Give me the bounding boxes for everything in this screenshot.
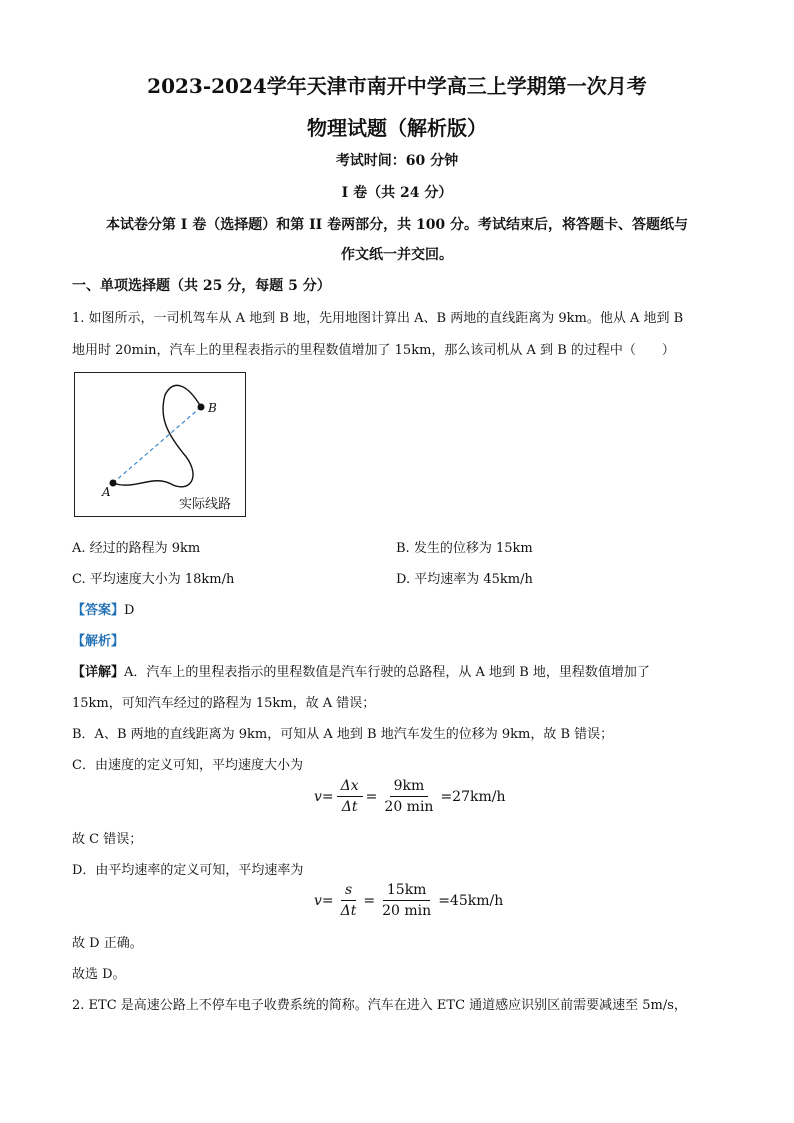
exam-time: 考试时间：60 分钟 (335, 153, 459, 169)
q1-detail-a-line2: 15km，可知汽车经过的路程为 15km，故 A 错误； (72, 696, 376, 711)
formula-d-frac1 (337, 882, 361, 919)
formula-c-frac2 (380, 778, 437, 815)
straight-line-displacement (113, 407, 201, 483)
q1-conclusion-d: 故 D 正确。 (72, 936, 143, 951)
point-a-label: A (102, 485, 111, 499)
volume-label: I 卷（共 24 分） (341, 185, 453, 201)
formula-d-lhs: v (314, 892, 322, 909)
formula-c-eq1: = (321, 788, 334, 805)
q1-option-a: A. 经过的路程为 9km (72, 541, 201, 556)
formula-average-velocity (314, 778, 506, 815)
q1-final-answer: 故选 D。 (72, 967, 126, 982)
exam-note-line1: 本试卷分第 I 卷（选择题）和第 II 卷两部分，共 100 分。考试结束后，将答题卡、答题纸与 (105, 217, 689, 233)
formula-d-num1: s (341, 882, 356, 901)
formula-c-num2: 9km (390, 778, 429, 797)
q1-detail-d: D．由平均速率的定义可知，平均速率为 (72, 863, 304, 878)
q1-stem-line1: 1. 如图所示，一司机驾车从 A 地到 B 地，先用地图计算出 A、B 两地的直线距离为 9km。他从 A 地到 B (72, 311, 684, 326)
q1-stem-line2: 地用时 20min，汽车上的里程表指示的里程数值增加了 15km，那么该司机从 A 到 B 的过程中（ ） (72, 343, 675, 358)
page-subtitle: 物理试题（解析版） (307, 116, 487, 140)
q1-analysis-heading (72, 630, 732, 649)
analysis-tag: 【解析】 (72, 634, 125, 649)
section-heading: 一、单项选择题（共 25 分，每题 5 分） (72, 278, 331, 294)
formula-c-frac1 (337, 778, 363, 815)
q1-option-c: C. 平均速度大小为 18km/h (72, 572, 235, 587)
q1-detail-a-line1 (72, 661, 732, 680)
q1-option-d: D. 平均速率为 45km/h (396, 572, 533, 587)
point-b-label: B (208, 401, 217, 415)
formula-c-eq2: = (365, 788, 378, 805)
formula-d-num2: 15km (383, 882, 431, 901)
detail-a-text: A．汽车上的里程表指示的里程数值是汽车行驶的总路程，从 A 地到 B 地，里程数值增加了 (124, 665, 650, 680)
exam-note-line2: 作文纸一并交回。 (341, 247, 453, 263)
q1-option-b: B. 发生的位移为 15km (396, 541, 533, 556)
q1-answer (72, 599, 732, 618)
point-b (198, 404, 205, 411)
q1-detail-b: B．A、B 两地的直线距离为 9km，可知从 A 地到 B 地汽车发生的位移为 9km，故 B 错误； (72, 727, 614, 742)
formula-c-lhs: v (314, 788, 322, 805)
formula-average-speed (314, 882, 503, 919)
q2-stem-line1: 2. ETC 是高速公路上不停车电子收费系统的简称。汽车在进入 ETC 通道感应识别区前需要减速至 5m/s， (72, 998, 687, 1013)
detail-tag: 【详解】 (72, 665, 125, 680)
answer-tag: 【答案】 (72, 603, 125, 618)
formula-d-frac2 (378, 882, 435, 919)
answer-value: D (124, 603, 135, 618)
route-figure (74, 372, 246, 517)
formula-d-den2: 20 min (382, 903, 432, 919)
formula-d-eq1: = (321, 892, 334, 909)
figure-caption: 实际线路 (179, 497, 232, 512)
formula-c-den1: Δt (341, 799, 358, 815)
formula-d-den1: Δt (340, 903, 357, 919)
formula-d-result: =45km/h (438, 892, 504, 909)
formula-c-den2: 20 min (384, 799, 434, 815)
formula-c-result: =27km/h (440, 788, 506, 805)
formula-d-eq2: = (363, 892, 376, 909)
formula-c-num1: Δx (337, 778, 363, 797)
q1-detail-c: C．由速度的定义可知，平均速度大小为 (72, 758, 303, 773)
q1-conclusion-c: 故 C 错误； (72, 832, 143, 847)
page-title: 2023-2024学年天津市南开中学高三上学期第一次月考 (147, 74, 647, 98)
